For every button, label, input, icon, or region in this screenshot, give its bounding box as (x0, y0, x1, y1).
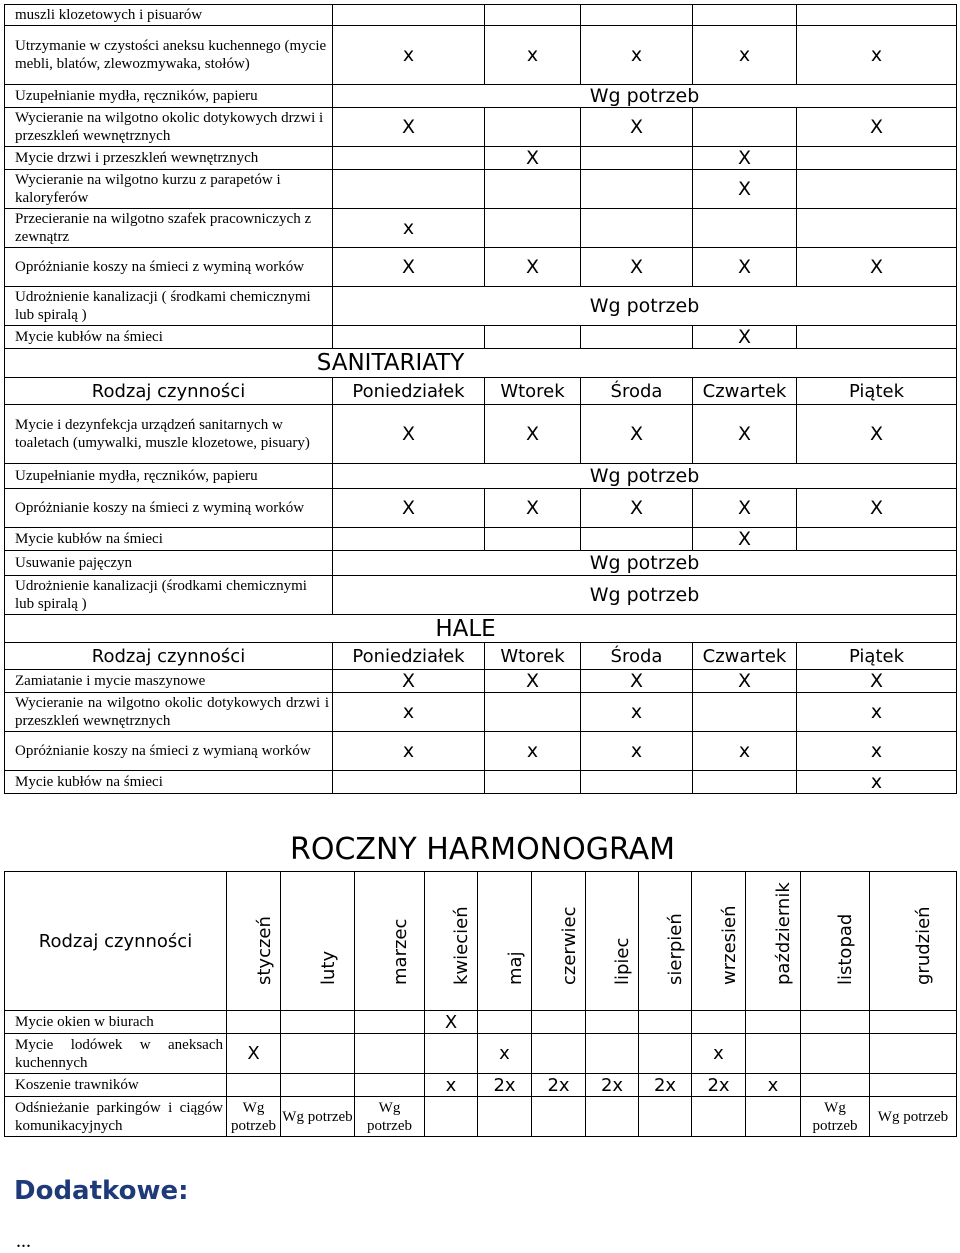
month-header (532, 872, 586, 1011)
mark-cell (797, 326, 957, 349)
table-row (5, 405, 957, 464)
month-cell: Wg potrzeb (801, 1097, 870, 1137)
mark-cell: X (333, 405, 485, 464)
mark-cell (485, 528, 581, 551)
table-row (5, 287, 957, 326)
col-header-thursday: Czwartek (693, 378, 797, 405)
month-header (870, 872, 957, 1011)
mark-cell: X (485, 670, 581, 693)
month-label: luty (317, 950, 339, 985)
month-cell: 2x (586, 1074, 639, 1097)
month-cell: Wg potrzeb (355, 1097, 425, 1137)
activity-label: Mycie kubłów na śmieci (5, 771, 333, 794)
month-label: sierpień (665, 913, 686, 985)
activity-label: Przecieranie na wilgotno szafek pracowniczych z zewnątrz (5, 209, 333, 248)
month-cell: Wg potrzeb (281, 1097, 355, 1137)
table-row (5, 170, 957, 209)
mark-cell: X (485, 248, 581, 287)
mark-cell: X (797, 489, 957, 528)
mark-cell (693, 5, 797, 26)
mark-cell (333, 528, 485, 551)
month-cell (801, 1074, 870, 1097)
month-cell (870, 1011, 957, 1034)
table-row (5, 209, 957, 248)
activity-label: Mycie drzwi i przeszkleń wewnętrznych (5, 147, 333, 170)
mark-cell (797, 528, 957, 551)
month-cell (870, 1034, 957, 1074)
month-label: wrzesień (718, 905, 740, 985)
month-cell: x (692, 1034, 746, 1074)
month-cell (801, 1034, 870, 1074)
mark-cell: X (797, 670, 957, 693)
as-needed-cell: Wg potrzeb (333, 576, 957, 615)
activity-label: Mycie okien w biurach (5, 1011, 227, 1034)
month-cell: x (478, 1034, 532, 1074)
mark-cell: X (581, 670, 693, 693)
month-header (355, 872, 425, 1011)
month-label: październik (773, 882, 794, 985)
mark-cell: X (797, 248, 957, 287)
table-row (5, 26, 957, 85)
mark-cell: X (693, 170, 797, 209)
month-label: maj (504, 951, 526, 985)
month-cell (532, 1097, 586, 1137)
activity-label: muszli klozetowych i pisuarów (5, 5, 333, 26)
mark-cell (581, 5, 693, 26)
activity-label: Mycie kubłów na śmieci (5, 326, 333, 349)
month-header (478, 872, 532, 1011)
month-label: czerwiec (558, 906, 580, 985)
month-cell (746, 1097, 801, 1137)
mark-cell (485, 209, 581, 248)
mark-cell: x (693, 26, 797, 85)
mark-cell (581, 771, 693, 794)
mark-cell: X (581, 489, 693, 528)
col-header-activity: Rodzaj czynności (5, 378, 333, 405)
mark-cell: X (693, 670, 797, 693)
mark-cell: X (333, 489, 485, 528)
ellipsis-text: ... (16, 1230, 31, 1252)
mark-cell (333, 5, 485, 26)
mark-cell: X (693, 248, 797, 287)
month-cell: 2x (478, 1074, 532, 1097)
mark-cell: X (581, 108, 693, 147)
col-header-tuesday: Wtorek (485, 643, 581, 670)
header-row (5, 872, 957, 1011)
month-cell (281, 1011, 355, 1034)
month-label: lipiec (612, 937, 633, 985)
month-cell (692, 1097, 746, 1137)
col-header-monday: Poniedziałek (333, 378, 485, 405)
month-cell (478, 1097, 532, 1137)
month-cell (227, 1011, 281, 1034)
month-cell (532, 1034, 586, 1074)
as-needed-cell: Wg potrzeb (333, 464, 957, 489)
mark-cell: X (581, 248, 693, 287)
month-cell (532, 1011, 586, 1034)
col-header-thursday: Czwartek (693, 643, 797, 670)
mark-cell: x (581, 26, 693, 85)
mark-cell: X (693, 489, 797, 528)
activity-label: Wycieranie na wilgotno okolic dotykowych drzwi i przeszkleń wewnętrznych (5, 693, 333, 732)
month-header (639, 872, 692, 1011)
month-cell (425, 1097, 478, 1137)
col-header-friday: Piątek (797, 378, 957, 405)
mark-cell (581, 528, 693, 551)
section-title-hale: HALE (5, 615, 957, 643)
as-needed-cell: Wg potrzeb (333, 85, 957, 108)
month-cell (639, 1011, 692, 1034)
month-cell (355, 1074, 425, 1097)
mark-cell (333, 170, 485, 209)
month-cell: 2x (532, 1074, 586, 1097)
table-row (5, 576, 957, 615)
weekly-schedule-table (4, 4, 957, 794)
col-header-tuesday: Wtorek (485, 378, 581, 405)
month-label: grudzień (913, 906, 934, 985)
table-row (5, 248, 957, 287)
table-row (5, 551, 957, 576)
month-cell (425, 1034, 478, 1074)
month-cell (586, 1034, 639, 1074)
month-cell: Wg potrzeb (870, 1097, 957, 1137)
mark-cell: x (333, 693, 485, 732)
mark-cell: x (797, 771, 957, 794)
activity-label: Opróżnianie koszy na śmieci z wyminą worków (5, 489, 333, 528)
table-row (5, 147, 957, 170)
mark-cell: x (581, 693, 693, 732)
month-cell (281, 1074, 355, 1097)
activity-label: Opróżnianie koszy na śmieci z wyminą worków (5, 248, 333, 287)
activity-label: Mycie lodówek w aneksach kuchennych (5, 1034, 227, 1074)
mark-cell: x (333, 26, 485, 85)
table-row (5, 489, 957, 528)
mark-cell (693, 209, 797, 248)
month-cell: Wg potrzeb (227, 1097, 281, 1137)
mark-cell: X (797, 405, 957, 464)
mark-cell: x (333, 209, 485, 248)
activity-label: Uzupełnianie mydła, ręczników, papieru (5, 85, 333, 108)
mark-cell: X (333, 108, 485, 147)
mark-cell (581, 147, 693, 170)
mark-cell (693, 771, 797, 794)
col-header-wednesday: Środa (581, 378, 693, 405)
table-row (5, 732, 957, 771)
table-row (5, 1097, 957, 1137)
month-cell: x (425, 1074, 478, 1097)
mark-cell (333, 326, 485, 349)
activity-label: Mycie i dezynfekcja urządzeń sanitarnych w toaletach (umywalki, muszle klozetowe, pisuary) (5, 405, 333, 464)
col-header-activity: Rodzaj czynności (5, 872, 227, 1011)
mark-cell: X (333, 670, 485, 693)
month-cell: X (227, 1034, 281, 1074)
mark-cell: X (485, 147, 581, 170)
month-label: styczeń (253, 916, 275, 985)
col-header-monday: Poniedziałek (333, 643, 485, 670)
activity-label: Odśnieżanie parkingów i ciągów komunikacyjnych (5, 1097, 227, 1137)
col-header-wednesday: Środa (581, 643, 693, 670)
as-needed-cell: Wg potrzeb (333, 551, 957, 576)
month-cell: 2x (639, 1074, 692, 1097)
mark-cell (333, 771, 485, 794)
month-header (746, 872, 801, 1011)
month-header (692, 872, 746, 1011)
mark-cell: x (693, 732, 797, 771)
table-row (5, 670, 957, 693)
activity-label: Opróżnianie koszy na śmieci z wymianą worków (5, 732, 333, 771)
table-row (5, 1011, 957, 1034)
month-cell (355, 1034, 425, 1074)
month-cell (870, 1074, 957, 1097)
activity-label: Usuwanie pajęczyn (5, 551, 333, 576)
mark-cell (693, 108, 797, 147)
mark-cell (693, 693, 797, 732)
mark-cell: X (485, 489, 581, 528)
mark-cell: X (693, 147, 797, 170)
as-needed-cell: Wg potrzeb (333, 287, 957, 326)
month-cell (639, 1097, 692, 1137)
activity-label: Uzupełnianie mydła, ręczników, papieru (5, 464, 333, 489)
table-row (5, 108, 957, 147)
section-title-row (5, 349, 957, 378)
month-label: kwiecień (451, 906, 472, 985)
header-row (5, 378, 957, 405)
month-header (801, 872, 870, 1011)
month-cell (586, 1097, 639, 1137)
month-cell (692, 1011, 746, 1034)
table-row (5, 85, 957, 108)
month-cell (639, 1034, 692, 1074)
mark-cell: X (693, 405, 797, 464)
mark-cell: x (797, 26, 957, 85)
mark-cell: X (693, 326, 797, 349)
mark-cell: X (333, 248, 485, 287)
activity-label: Wycieranie na wilgotno okolic dotykowych drzwi i przeszkleń wewnętrznych (5, 108, 333, 147)
mark-cell (797, 147, 957, 170)
activity-label: Udrożnienie kanalizacji ( środkami chemicznymi lub spiralą ) (5, 287, 333, 326)
mark-cell (581, 209, 693, 248)
mark-cell (485, 693, 581, 732)
mark-cell (485, 5, 581, 26)
header-row (5, 643, 957, 670)
mark-cell: x (485, 26, 581, 85)
month-cell (801, 1011, 870, 1034)
month-header (425, 872, 478, 1011)
month-cell: 2x (692, 1074, 746, 1097)
mark-cell (485, 771, 581, 794)
mark-cell (485, 170, 581, 209)
month-label: marzec (389, 918, 411, 985)
section-title-row (5, 615, 957, 643)
annual-schedule-title: ROCZNY HARMONOGRAM (290, 832, 676, 867)
month-header (227, 872, 281, 1011)
month-cell (227, 1074, 281, 1097)
mark-cell (581, 326, 693, 349)
mark-cell: x (581, 732, 693, 771)
month-cell: X (425, 1011, 478, 1034)
table-row (5, 528, 957, 551)
table-row (5, 5, 957, 26)
mark-cell (581, 170, 693, 209)
mark-cell (797, 209, 957, 248)
mark-cell: X (693, 528, 797, 551)
table-row (5, 326, 957, 349)
month-cell (746, 1034, 801, 1074)
mark-cell (485, 108, 581, 147)
month-cell (586, 1011, 639, 1034)
table-row (5, 1034, 957, 1074)
mark-cell (333, 147, 485, 170)
activity-label: Zamiatanie i mycie maszynowe (5, 670, 333, 693)
mark-cell: x (485, 732, 581, 771)
col-header-activity: Rodzaj czynności (5, 643, 333, 670)
section-title-sanitariaty: SANITARIATY (5, 349, 957, 378)
activity-label: Koszenie trawników (5, 1074, 227, 1097)
mark-cell: X (581, 405, 693, 464)
month-label: listopad (835, 913, 856, 985)
mark-cell (797, 170, 957, 209)
activity-label: Utrzymanie w czystości aneksu kuchennego (mycie mebli, blatów, zlewozmywaka, stołów) (5, 26, 333, 85)
mark-cell: X (485, 405, 581, 464)
col-header-friday: Piątek (797, 643, 957, 670)
activity-label: Udrożnienie kanalizacji (środkami chemicznymi lub spiralą ) (5, 576, 333, 615)
table-row (5, 771, 957, 794)
activity-label: Wycieranie na wilgotno kurzu z parapetów i kaloryferów (5, 170, 333, 209)
mark-cell: x (797, 693, 957, 732)
table-row (5, 1074, 957, 1097)
mark-cell (485, 326, 581, 349)
mark-cell (797, 5, 957, 26)
month-cell (281, 1034, 355, 1074)
mark-cell: x (797, 732, 957, 771)
table-row (5, 693, 957, 732)
mark-cell: X (797, 108, 957, 147)
month-cell (478, 1011, 532, 1034)
month-cell: x (746, 1074, 801, 1097)
annual-schedule-table (4, 871, 957, 1137)
mark-cell: x (333, 732, 485, 771)
month-cell (746, 1011, 801, 1034)
activity-label: Mycie kubłów na śmieci (5, 528, 333, 551)
table-row (5, 464, 957, 489)
month-header (281, 872, 355, 1011)
month-cell (355, 1011, 425, 1034)
additional-section-title: Dodatkowe: (14, 1176, 189, 1206)
month-header (586, 872, 639, 1011)
